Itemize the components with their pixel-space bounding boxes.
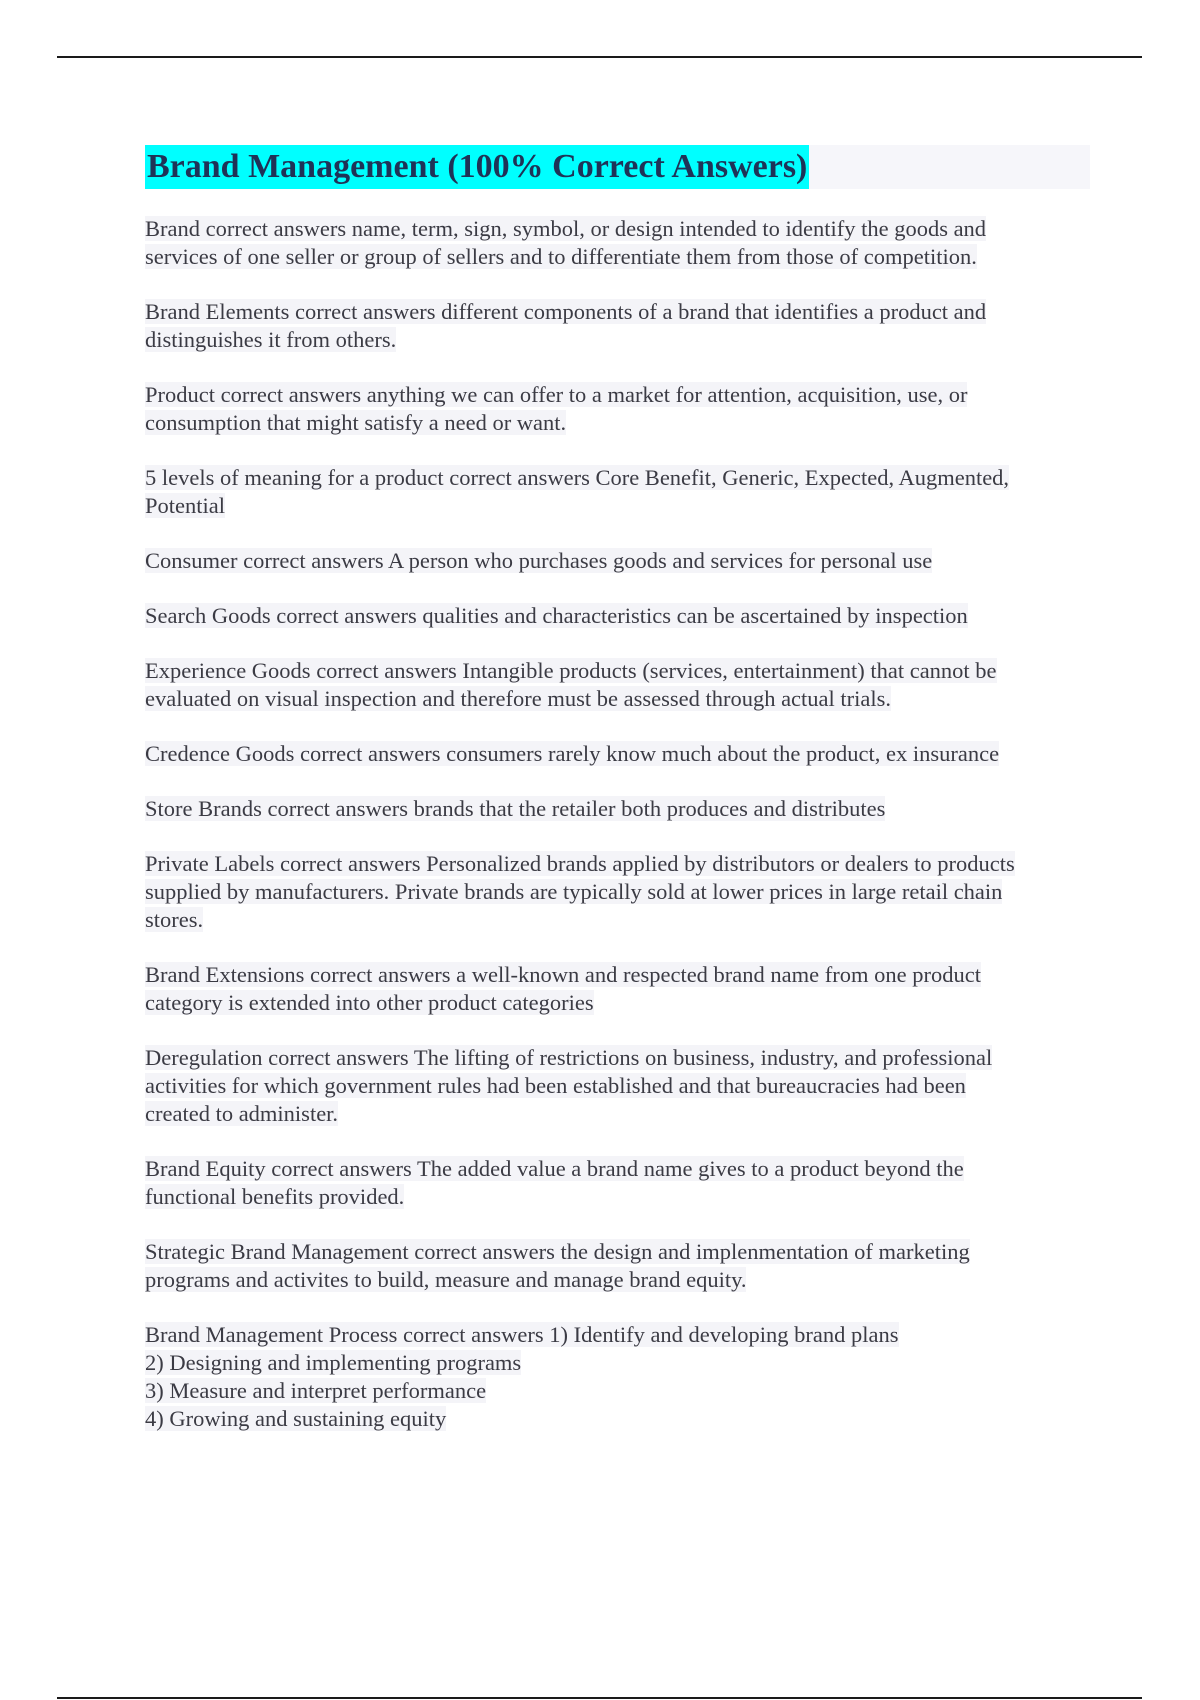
entry-line: supplied by manufacturers. Private brands are typically sold at lower prices in large retail chain (145, 879, 1003, 904)
entry-line: Product correct answers anything we can offer to a market for attention, acquisition, use, or (145, 382, 968, 407)
entry-line: functional benefits provided. (145, 1184, 405, 1209)
entry-deregulation (145, 1044, 1090, 1128)
entry-line: services of one seller or group of sellers and to differentiate them from those of competition. (145, 244, 977, 269)
document-title: Brand Management (100% Correct Answers) (145, 145, 809, 189)
entry-line: Deregulation correct answers The lifting of restrictions on business, industry, and professional (145, 1045, 993, 1070)
entry-line: distinguishes it from others. (145, 327, 397, 352)
entry-brand-management-process (145, 1321, 1090, 1433)
entry-line: evaluated on visual inspection and therefore must be assessed through actual trials. (145, 686, 892, 711)
entry-line: programs and activites to build, measure and manage brand equity. (145, 1267, 747, 1292)
entry-consumer (145, 547, 1090, 575)
entry-brand-elements (145, 298, 1090, 354)
entry-line: 4) Growing and sustaining equity (145, 1406, 447, 1431)
entry-line: created to administer. (145, 1101, 339, 1126)
entry-experience-goods (145, 657, 1090, 713)
entry-line: Brand Equity correct answers The added value a brand name gives to a product beyond the (145, 1156, 964, 1181)
entry-line: 5 levels of meaning for a product correct answers Core Benefit, Generic, Expected, Augmented, (145, 465, 1010, 490)
entry-line: Potential (145, 493, 225, 518)
entry-line: stores. (145, 907, 204, 932)
entry-line: Credence Goods correct answers consumers rarely know much about the product, ex insurance (145, 741, 1000, 766)
entry-line: Strategic Brand Management correct answers the design and implenmentation of marketing (145, 1239, 970, 1264)
entry-brand (145, 215, 1090, 271)
entry-line: activities for which government rules had been established and that bureaucracies had been (145, 1073, 966, 1098)
entry-store-brands (145, 795, 1090, 823)
entry-line: Brand Management Process correct answers 1) Identify and developing brand plans (145, 1322, 899, 1347)
entry-line: Store Brands correct answers brands that the retailer both produces and distributes (145, 796, 886, 821)
title-row (145, 145, 1090, 189)
entry-line: Experience Goods correct answers Intangible products (services, entertainment) that cannot be (145, 658, 997, 683)
entry-line: Consumer correct answers A person who purchases goods and services for personal use (145, 548, 933, 573)
header-rule (57, 56, 1142, 58)
entry-line: Brand Extensions correct answers a well-known and respected brand name from one product (145, 962, 981, 987)
entry-line: category is extended into other product categories (145, 990, 594, 1015)
entry-strategic-brand-management (145, 1238, 1090, 1294)
entry-line: Brand correct answers name, term, sign, symbol, or design intended to identify the goods and (145, 216, 987, 241)
entry-line: Brand Elements correct answers different components of a brand that identifies a product and (145, 299, 987, 324)
entry-credence-goods (145, 740, 1090, 768)
footer-rule (57, 1697, 1142, 1699)
document-body (145, 145, 1090, 1460)
entry-line: 2) Designing and implementing programs (145, 1350, 522, 1375)
entry-private-labels (145, 850, 1090, 934)
entry-line: Search Goods correct answers qualities and characteristics can be ascertained by inspection (145, 603, 968, 628)
entry-product (145, 381, 1090, 437)
entry-line: consumption that might satisfy a need or want. (145, 410, 567, 435)
entry-search-goods (145, 602, 1090, 630)
entry-brand-equity (145, 1155, 1090, 1211)
entry-brand-extensions (145, 961, 1090, 1017)
entry-5-levels (145, 464, 1090, 520)
entry-line: Private Labels correct answers Personalized brands applied by distributors or dealers to products (145, 851, 1015, 876)
entry-line: 3) Measure and interpret performance (145, 1378, 487, 1403)
